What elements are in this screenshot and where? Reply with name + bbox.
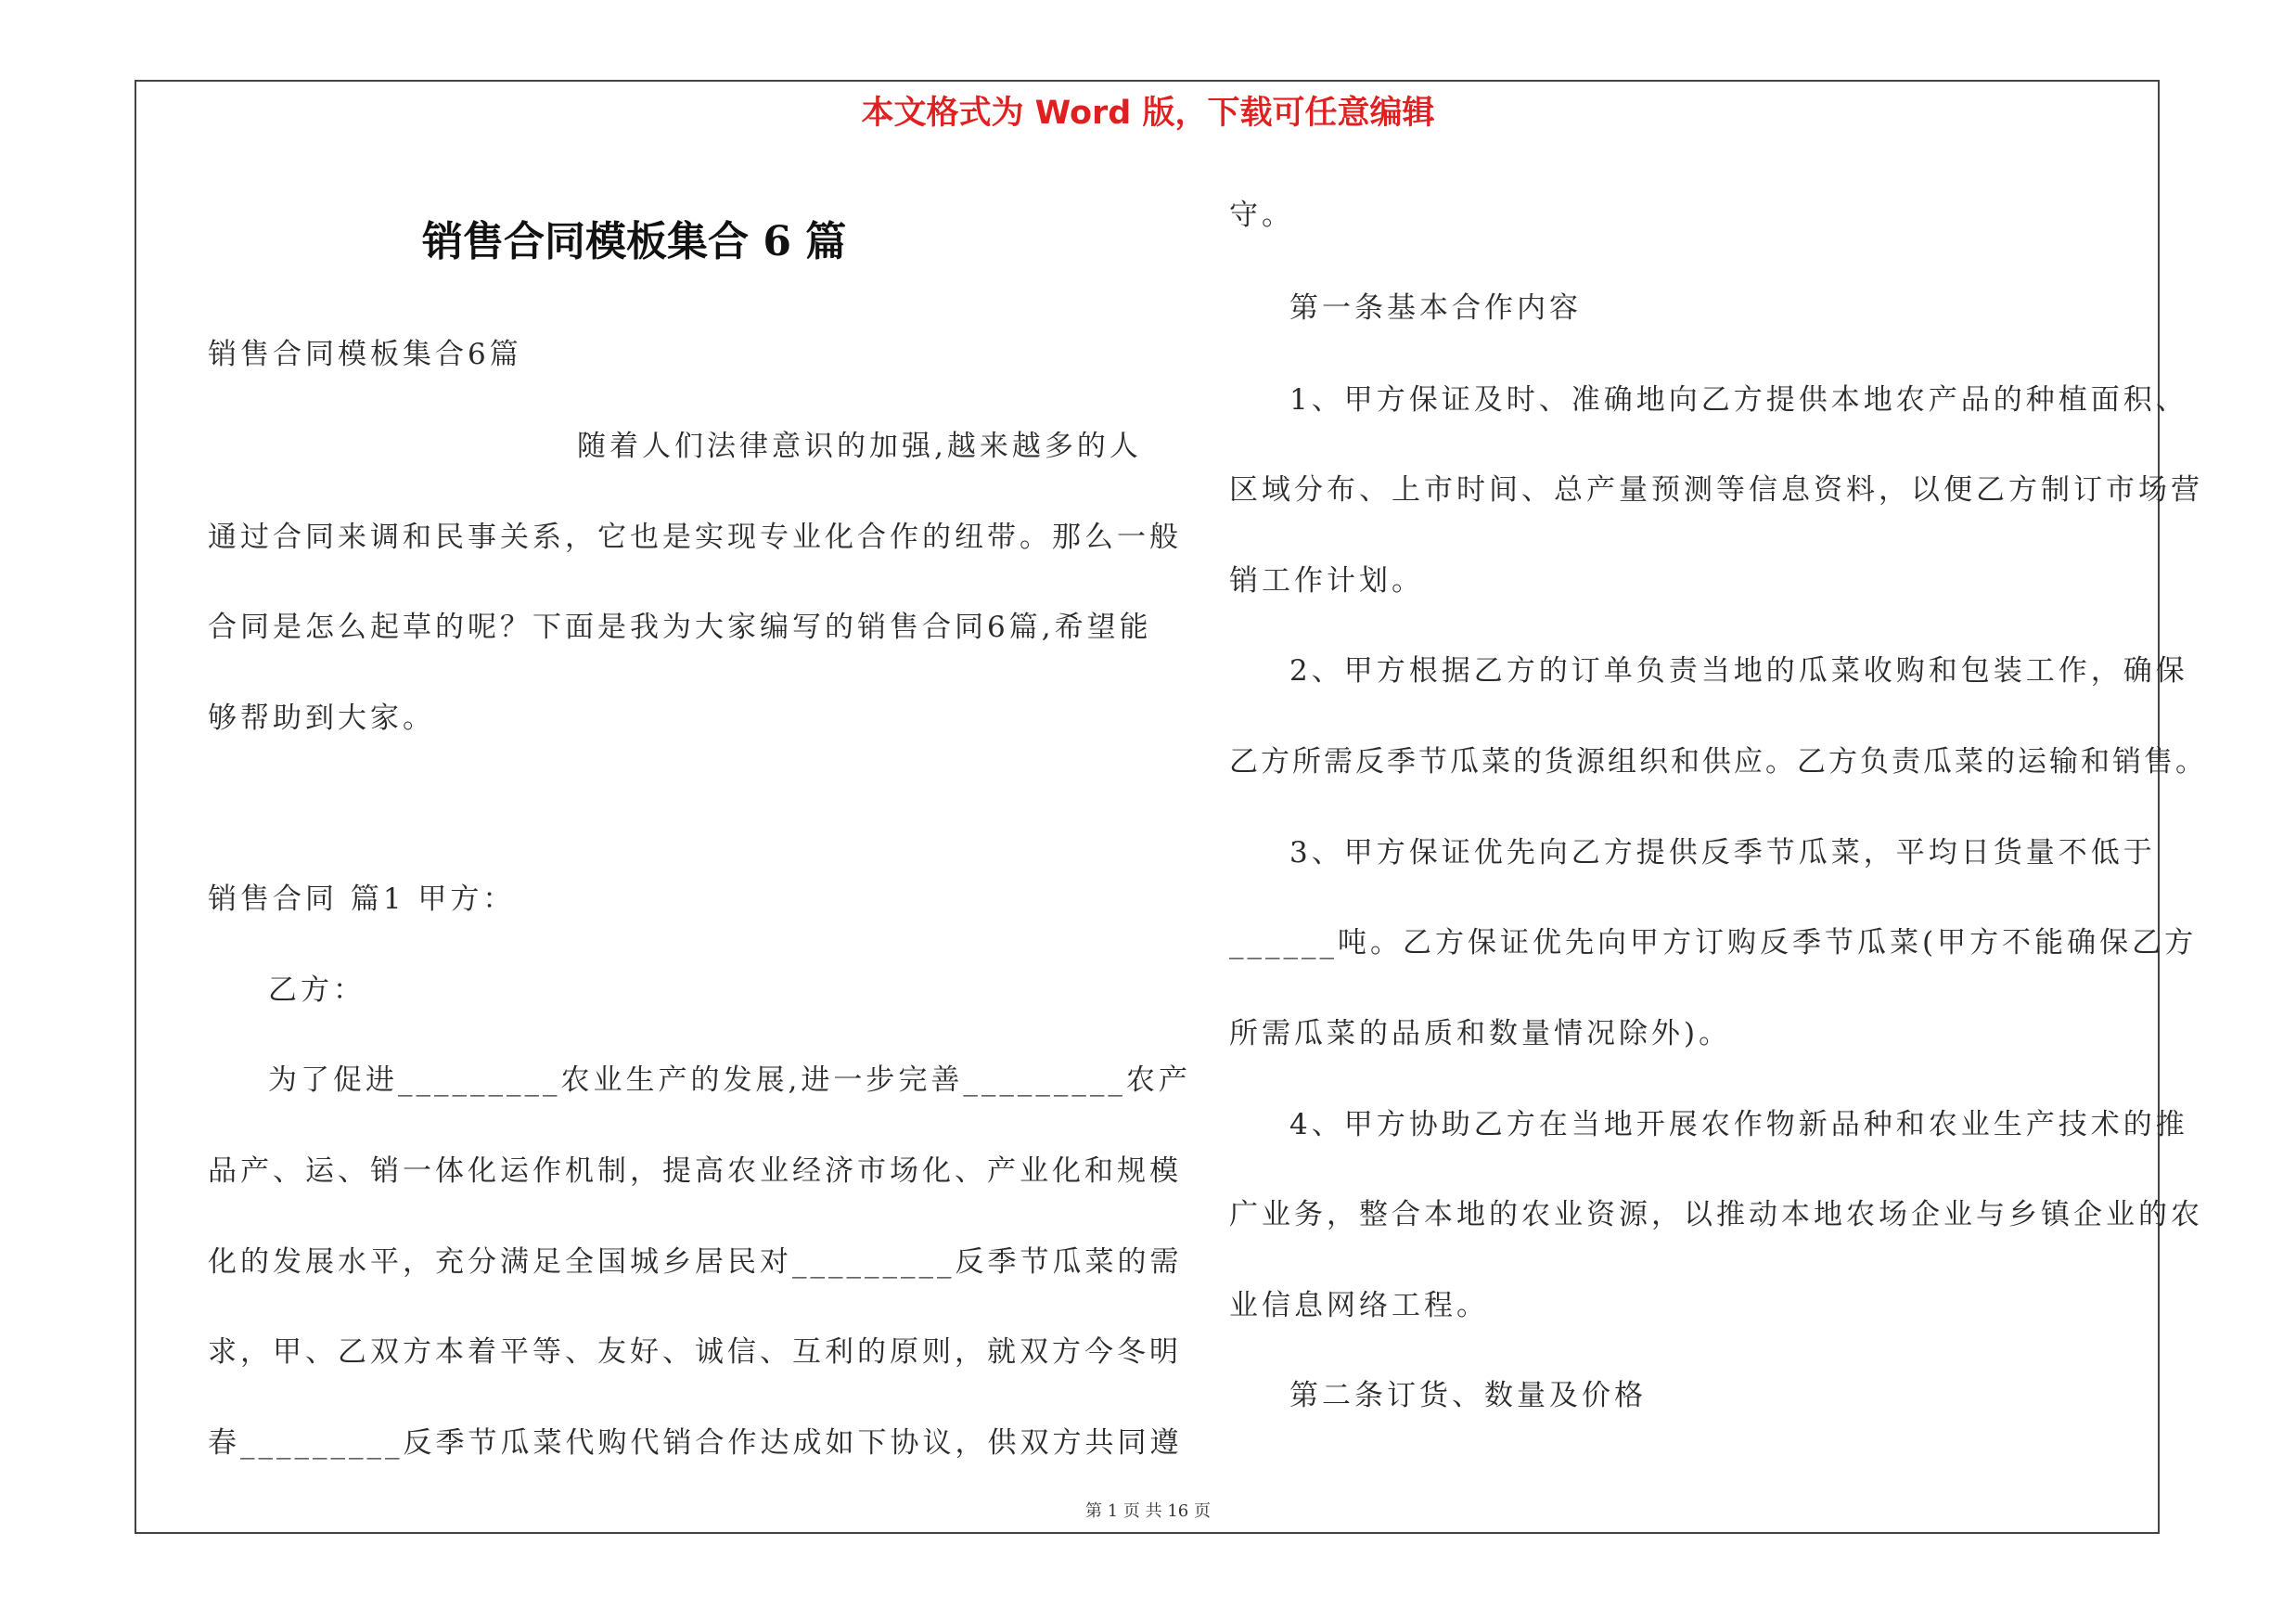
body-line: 1、甲方保证及时、准确地向乙方提供本地农产品的种植面积、 bbox=[1289, 383, 2188, 417]
body-line: 够帮助到大家。 bbox=[208, 702, 435, 735]
body-line: 化的发展水平，充分满足全国城乡居民对_________反季节瓜菜的需 bbox=[208, 1245, 1183, 1279]
body-line: 守。 bbox=[1229, 199, 1294, 232]
section-heading: 销售合同 篇1 甲方： bbox=[208, 882, 516, 916]
body-line: 乙方所需反季节瓜菜的货源组织和供应。乙方负责瓜菜的运输和销售。 bbox=[1229, 745, 2207, 779]
body-line: 3、甲方保证优先向乙方提供反季节瓜菜，平均日货量不低于 bbox=[1289, 836, 2156, 869]
document-title: 销售合同模板集合 6 篇 bbox=[422, 218, 847, 265]
body-line: 合同是怎么起草的呢？下面是我为大家编写的销售合同6篇,希望能 bbox=[208, 611, 1152, 644]
body-line: 随着人们法律意识的加强,越来越多的人 bbox=[577, 430, 1142, 463]
page-number: 第 1 页 共 16 页 bbox=[1085, 1501, 1211, 1521]
body-line: 业信息网络工程。 bbox=[1229, 1289, 1489, 1322]
body-line: 2、甲方根据乙方的订单负责当地的瓜菜收购和包装工作，确保 bbox=[1289, 654, 2188, 688]
body-line: 区域分布、上市时间、总产量预测等信息资料，以便乙方制订市场营 bbox=[1229, 473, 2203, 507]
body-line: 通过合同来调和民事关系，它也是实现专业化合作的纽带。那么一般 bbox=[208, 521, 1182, 554]
format-banner: 本文格式为 Word 版，下载可任意编辑 bbox=[861, 95, 1435, 132]
body-line: 广业务，整合本地的农业资源，以推动本地农场企业与乡镇企业的农 bbox=[1229, 1198, 2203, 1231]
body-line: 乙方： bbox=[268, 973, 366, 1007]
article-heading: 第一条基本合作内容 bbox=[1289, 291, 1582, 325]
body-line: 4、甲方协助乙方在当地开展农作物新品种和农业生产技术的推 bbox=[1289, 1108, 2188, 1141]
body-line: 品产、运、销一体化运作机制，提高农业经济市场化、产业化和规模 bbox=[208, 1154, 1182, 1188]
body-line: ______吨。乙方保证优先向甲方订购反季节瓜菜(甲方不能确保乙方 bbox=[1229, 926, 2198, 960]
body-line: 所需瓜菜的品质和数量情况除外)。 bbox=[1229, 1017, 1732, 1050]
body-line: 为了促进_________农业生产的发展,进一步完善_________农产 bbox=[268, 1063, 1191, 1097]
body-line: 求，甲、乙双方本着平等、友好、诚信、互利的原则，就双方今冬明 bbox=[208, 1335, 1182, 1369]
page-border bbox=[135, 80, 2160, 1534]
body-line: 春_________反季节瓜菜代购代销合作达成如下协议，供双方共同遵 bbox=[208, 1426, 1183, 1460]
body-line: 销工作计划。 bbox=[1229, 564, 1424, 598]
article-heading: 第二条订货、数量及价格 bbox=[1289, 1379, 1647, 1412]
body-line: 销售合同模板集合6篇 bbox=[208, 338, 522, 371]
